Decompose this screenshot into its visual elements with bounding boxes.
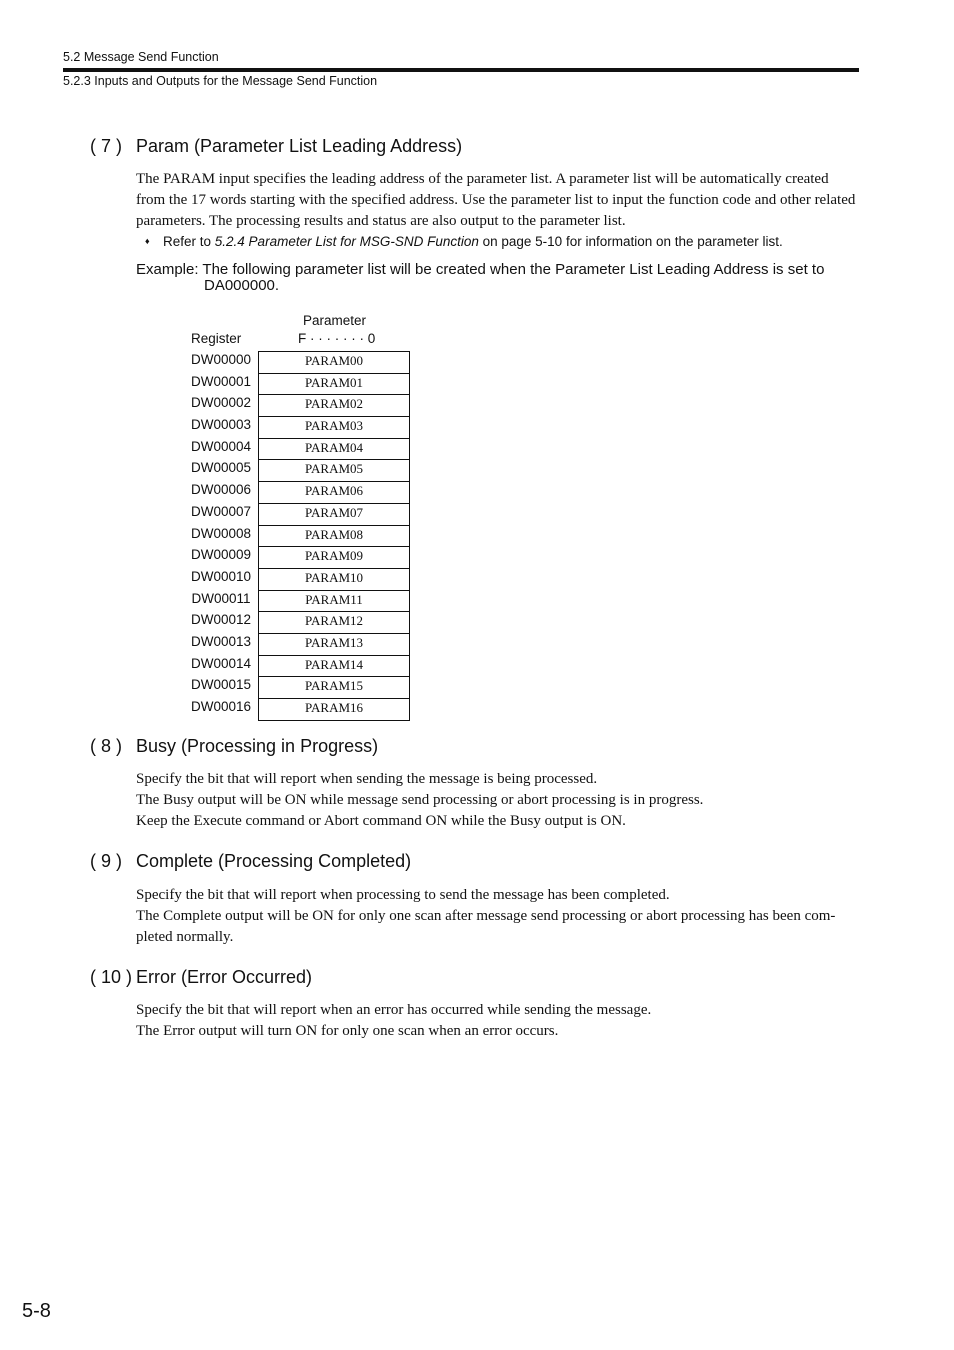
diamond-bullet-icon: ♦ [145,236,150,246]
section-9-heading [90,851,411,872]
parameter-cell: PARAM12 [259,612,409,634]
example-text [136,262,858,294]
register-labels [186,351,256,720]
cross-reference-link[interactable]: 5.2.4 Parameter List for MSG-SND Function [214,234,479,249]
section-7-heading [90,136,462,157]
parameter-cell: PARAM07 [259,504,409,526]
register-label: DW00008 [190,525,252,541]
section-title: Error (Error Occurred) [136,967,313,987]
section-title: Param (Parameter List Leading Address) [136,136,463,156]
section-number: ( 7 ) [90,136,123,156]
example-line-1: Example: The following parameter list will be created when the Parameter List Leading Address is set to [136,261,825,278]
parameter-cell: PARAM15 [259,677,409,699]
section-8-heading [90,736,378,757]
register-label: DW00003 [190,417,252,433]
register-label: DW00002 [190,395,252,411]
parameter-cell: PARAM16 [259,699,409,721]
section-9-body [136,885,858,948]
register-label: DW00016 [190,699,252,714]
register-label: DW00013 [190,633,252,649]
parameter-cell: PARAM02 [259,395,409,417]
reference-bullet [145,234,783,249]
bullet-suffix: on page 5-10 for information on the parameter list. [478,234,783,249]
paragraph-line: Specify the bit that will report when sending the message is being processed. [136,771,598,787]
section-10-heading [90,967,312,988]
bullet-prefix: Refer to [163,234,215,249]
page-number: 5-8 [22,1300,51,1322]
register-label: DW00004 [190,438,252,454]
parameter-cell: PARAM06 [259,482,409,504]
section-10-body [136,1000,858,1042]
register-label: DW00015 [190,677,252,693]
register-label: DW00010 [190,568,252,584]
parameter-column-header: Parameter [303,313,367,328]
paragraph-line: The Busy output will be ON while message send processing or abort processing is in progress. [136,792,704,808]
parameter-cell: PARAM14 [259,656,409,678]
register-label: DW00009 [190,547,252,563]
section-7-body [136,169,858,232]
paragraph: The PARAM input specifies the leading address of the parameter list. A parameter list will be automatically created from the 17 words starting with the specified address. Use the parameter list to input the function code and other related parameters. The processing results and status are also output to the parameter list. [136,171,856,229]
parameter-list-table [258,351,410,721]
section-8-body [136,769,858,832]
section-title: Complete (Processing Completed) [136,851,412,871]
paragraph-line: The Error output will turn ON for only one scan when an error occurs. [136,1023,559,1039]
parameter-cell: PARAM03 [259,417,409,439]
header-rule [63,68,859,72]
running-header-subsection: 5.2.3 Inputs and Outputs for the Message Send Function [63,74,378,88]
register-label: DW00012 [190,612,252,628]
register-label: DW00005 [190,460,252,476]
example-line-2: DA000000. [204,277,280,294]
section-number: ( 9 ) [90,851,123,871]
register-label: DW00007 [190,503,252,519]
parameter-cell: PARAM04 [259,439,409,461]
register-label: DW00006 [190,482,252,498]
parameter-cell: PARAM09 [259,547,409,569]
register-label: DW00000 [190,352,252,367]
parameter-cell: PARAM01 [259,374,409,396]
parameter-cell: PARAM10 [259,569,409,591]
section-number: ( 10 ) [90,967,133,987]
parameter-cell: PARAM05 [259,460,409,482]
section-number: ( 8 ) [90,736,123,756]
paragraph-line: Keep the Execute command or Abort command ON while the Busy output is ON. [136,813,626,829]
register-column-header: Register [191,331,242,346]
parameter-cell: PARAM00 [259,352,409,374]
parameter-cell: PARAM11 [259,591,409,613]
paragraph-line: The Complete output will be ON for only one scan after message send processing or abort processing has been com-pleted normally. [136,908,836,945]
register-label: DW00011 [191,590,251,606]
paragraph-line: Specify the bit that will report when an error has occurred while sending the message. [136,1002,652,1018]
section-title: Busy (Processing in Progress) [136,736,379,756]
parameter-cell: PARAM13 [259,634,409,656]
register-label: DW00014 [190,655,252,671]
bit-range-label: F · · · · · · · 0 [298,331,376,346]
paragraph-line: Specify the bit that will report when processing to send the message has been completed. [136,887,670,903]
parameter-cell: PARAM08 [259,526,409,548]
running-header-section: 5.2 Message Send Function [63,50,219,64]
register-label: DW00001 [190,373,252,389]
